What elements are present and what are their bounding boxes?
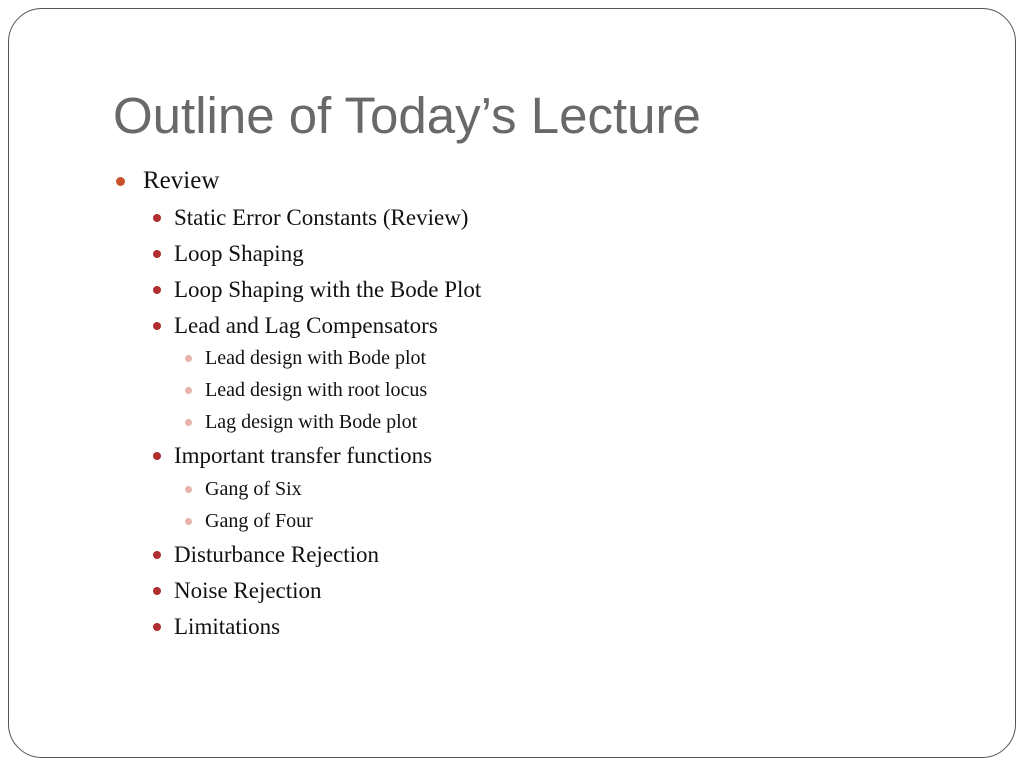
slide-title: Outline of Today’s Lecture: [113, 87, 701, 144]
outline-item-important-transfer-functions: [174, 442, 432, 470]
bullet-dot-icon: [185, 518, 192, 525]
bullet-dot-icon: [153, 587, 161, 595]
outline-item-text: Loop Shaping: [174, 241, 304, 266]
outline-item-text: Lead and Lag Compensators: [174, 313, 438, 338]
outline-item-noise-rejection: [174, 577, 322, 605]
bullet-dot-icon: [153, 452, 161, 460]
outline-item-disturbance-rejection: [174, 541, 379, 569]
outline-item-text: Lag design with Bode plot: [205, 411, 418, 433]
outline-item-gang-of-four: [205, 509, 313, 533]
outline-item-text: Lead design with Bode plot: [205, 347, 427, 369]
outline-item-loop-shaping-bode: [174, 276, 481, 304]
outline-item-text: Noise Rejection: [174, 578, 322, 603]
outline-item-static-error-constants: [174, 204, 468, 232]
outline-item-lead-design-bode: [205, 346, 426, 370]
outline-item-text: Gang of Four: [205, 510, 313, 532]
bullet-dot-icon: [153, 286, 161, 294]
outline-item-loop-shaping: [174, 240, 304, 268]
outline-item-lead-lag-compensators: [174, 312, 438, 340]
outline-item-text: Loop Shaping with the Bode Plot: [174, 277, 482, 302]
bullet-dot-icon: [153, 250, 161, 258]
bullet-dot-icon: [153, 322, 161, 330]
outline-item-text: Review: [143, 167, 220, 194]
outline-item-text: Gang of Six: [205, 478, 302, 500]
bullet-dot-icon: [185, 419, 192, 426]
outline-item-text: Static Error Constants (Review): [174, 205, 469, 230]
bullet-dot-icon: [185, 387, 192, 394]
outline-item-limitations: [174, 613, 280, 641]
bullet-dot-icon: [185, 486, 192, 493]
outline-item-text: Limitations: [174, 614, 281, 639]
bullet-dot-icon: [116, 177, 125, 186]
outline-item-review: [143, 166, 219, 196]
outline-item-gang-of-six: [205, 477, 302, 501]
outline-item-text: Disturbance Rejection: [174, 542, 380, 567]
bullet-dot-icon: [153, 623, 161, 631]
outline-item-text: Important transfer functions: [174, 443, 433, 468]
outline-item-lead-design-root-locus: [205, 378, 427, 402]
bullet-dot-icon: [153, 551, 161, 559]
bullet-dot-icon: [185, 355, 192, 362]
bullet-dot-icon: [153, 214, 161, 222]
outline-item-text: Lead design with root locus: [205, 379, 428, 401]
outline-item-lag-design-bode: [205, 410, 417, 434]
